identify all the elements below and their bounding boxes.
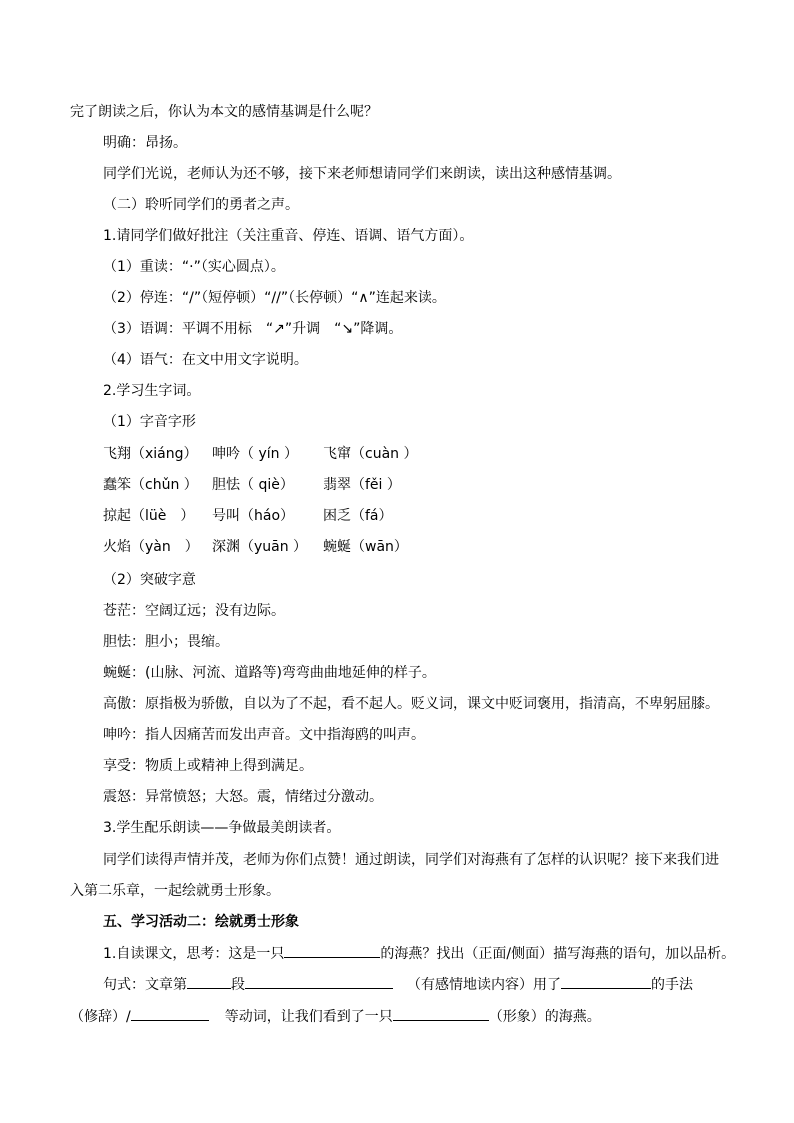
pattern-text: 等动词，让我们看到了一只	[224, 1009, 393, 1025]
sentence-pattern-line-2	[70, 1006, 601, 1027]
para-meaning: （2）突破字意	[103, 572, 196, 588]
vocab-cell: 火焰（yàn ）	[103, 539, 199, 555]
sentence-pattern-line	[103, 974, 693, 995]
definition-item: 震怒：异常愤怒；大怒。震，情绪过分激动。	[103, 789, 383, 805]
para-annotation-intro: 1.请同学们做好批注（关注重音、停连、语调、语气方面）。	[103, 228, 474, 244]
blank-field[interactable]	[131, 1006, 209, 1021]
vocab-cell: 胆怯（ qiè）	[212, 477, 294, 493]
definition-item: 苍茫：空阔辽远；没有边际。	[103, 603, 285, 619]
vocab-cell: 蠢笨（chǔn ）	[103, 477, 198, 493]
pattern-text: （修辞）/	[70, 1009, 131, 1025]
para-stress: （1）重读：“·”（实心圆点）。	[103, 259, 285, 275]
para-tone: （4）语气：在文中用文字说明。	[103, 352, 308, 368]
blank-field[interactable]	[187, 974, 231, 989]
pattern-text: （形象）的海燕。	[488, 1009, 601, 1025]
vocab-cell: 深渊（yuān ）	[212, 539, 308, 555]
para-answer: 明确：昂扬。	[103, 135, 187, 151]
vocab-cell: 呻吟（ yín ）	[212, 446, 298, 462]
definition-item: 蜿蜒：(山脉、河流、道路等)弯弯曲曲地延伸的样子。	[103, 665, 436, 681]
pattern-text: （有感情地读内容）用了	[407, 977, 561, 993]
pattern-text: 的手法	[651, 977, 693, 993]
para-teacher: 同学们光说，老师认为还不够，接下来老师想请同学们来朗读，读出这种感情基调。	[103, 166, 621, 182]
definition-item: 高傲：原指极为骄傲，自以为了不起，看不起人。贬义词，课文中贬词褒用，指清高，不卑躬屈膝。	[103, 696, 719, 712]
question-line	[103, 943, 735, 964]
blank-field[interactable]	[245, 974, 393, 989]
question-text: 1.自读课文，思考：这是一只	[103, 946, 285, 962]
blank-field[interactable]	[393, 1006, 489, 1021]
vocab-cell: 困乏（fá）	[323, 508, 393, 524]
definition-item: 呻吟：指人因痛苦而发出声音。文中指海鸥的叫声。	[103, 727, 425, 743]
para-pause: （2）停连：“/”（短停顿）“//”（长停顿）“∧”连起来读。	[103, 290, 446, 306]
para-reading: 3.学生配乐朗读——争做最美朗读者。	[103, 820, 341, 836]
para-transition-cont: 入第二乐章，一起绘就勇士形象。	[70, 883, 280, 899]
definition-item: 享受：物质上或精神上得到满足。	[103, 758, 313, 774]
para-pronunciation: （1）字音字形	[103, 414, 196, 430]
vocab-cell: 飞翔（xiáng）	[103, 446, 198, 462]
vocab-cell: 蜿蜒（wān）	[323, 539, 408, 555]
para-new-words: 2.学习生字词。	[103, 383, 201, 399]
blank-field[interactable]	[284, 943, 380, 958]
vocab-cell: 号叫（háo）	[212, 508, 295, 524]
vocab-cell: 飞窜（cuàn ）	[323, 446, 418, 462]
section-heading: 五、学习活动二：绘就勇士形象	[103, 914, 299, 930]
vocab-cell: 掠起（lüè ）	[103, 508, 195, 524]
para-section-2: （二）聆听同学们的勇者之声。	[103, 197, 299, 213]
para-intonation: （3）语调：平调不用标 “↗”升调 “↘”降调。	[103, 321, 403, 337]
para-intro-question: 完了朗读之后，你认为本文的感情基调是什么呢？	[70, 104, 378, 120]
blank-field[interactable]	[561, 974, 651, 989]
pattern-text: 句式：文章第	[103, 977, 187, 993]
vocab-cell: 翡翠（fěi ）	[323, 477, 401, 493]
pattern-text: 段	[231, 977, 245, 993]
definition-item: 胆怯：胆小；畏缩。	[103, 634, 229, 650]
question-text: 的海燕？找出（正面/侧面）描写海燕的语句，加以品析。	[380, 946, 736, 962]
para-transition: 同学们读得声情并茂，老师为你们点赞！通过朗读，同学们对海燕有了怎样的认识呢？接下来我们进	[103, 852, 719, 868]
